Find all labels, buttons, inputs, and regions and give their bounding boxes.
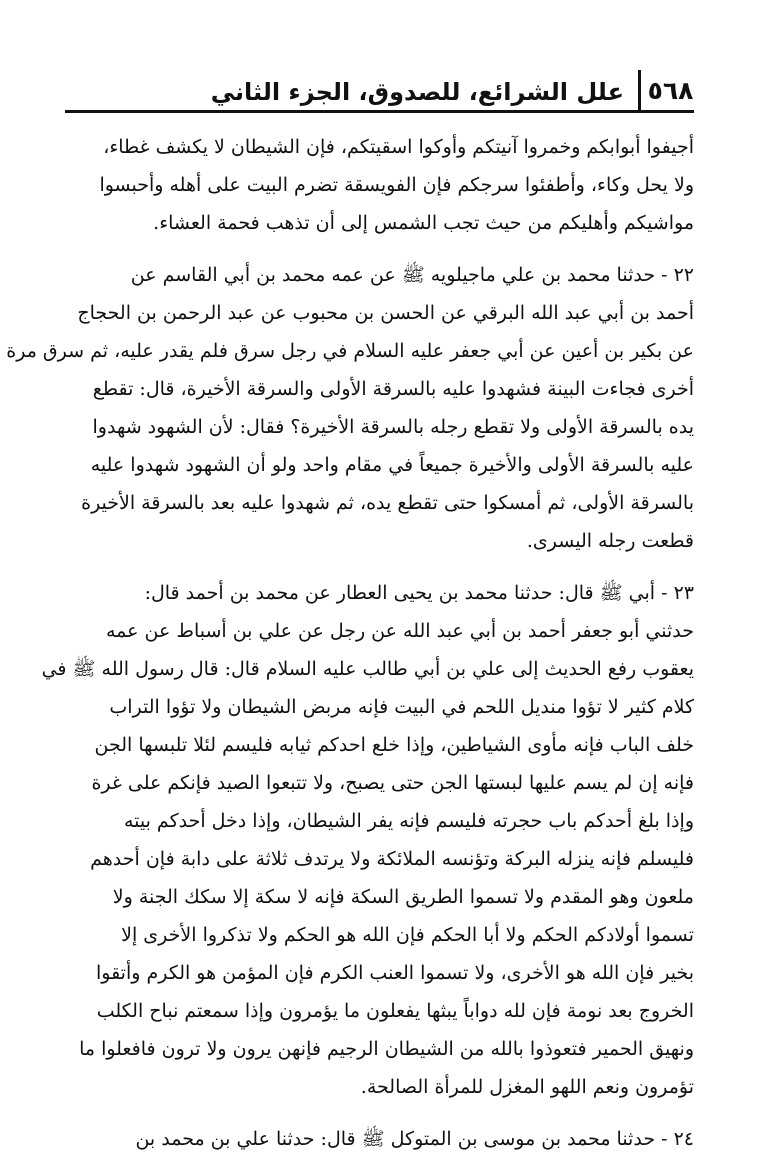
text-line: يده بالسرقة الأولى ولا تقطع رجله بالسرقة الأخيرة؟ فقال: لأن الشهود شهدوا [92, 416, 694, 438]
text-line: عليه بالسرقة الأولى والأخيرة جميعاً في مقام واحد ولو أن الشهود شهدوا عليه [90, 454, 694, 476]
page-number: ٥٦٨ [638, 70, 694, 110]
text-line: ونهيق الحمير فتعوذوا بالله من الشيطان الرجيم فإنهن يرون ولا ترون فافعلوا ما [79, 1038, 694, 1060]
text-line: فليسلم فإنه ينزله البركة وتؤنسه الملائكة ولا يرتدف ثلاثة على دابة فإن أحدهم [90, 848, 694, 870]
page-header [65, 66, 694, 113]
text-line: وإذا بلغ أحدكم باب حجرته فليسم فإنه يفر الشيطان، وإذا دخل أحدكم بيته [123, 810, 694, 832]
text-line: حدثني أبو جعفر أحمد بن أبي عبد الله عن رجل عن علي بن أسباط عن عمه [105, 620, 694, 642]
text-line: بخير فإن الله هو الأخرى، ولا تسموا العنب الكرم فإن المؤمن هو الكرم وأتقوا [95, 962, 694, 984]
text-line: قطعت رجله اليسرى. [526, 530, 694, 552]
text-line: ٢٣ - أبي ﷺ قال: حدثنا محمد بن يحيى العطار عن محمد بن أحمد قال: [144, 582, 694, 604]
text-line: يعقوب رفع الحديث إلى علي بن أبي طالب عليه السلام قال: قال رسول الله ﷺ في [41, 658, 694, 680]
text-line: أحمد بن أبي عبد الله البرقي عن الحسن بن محبوب عن عبد الرحمن بن الحجاج [77, 302, 694, 324]
text-line: الخروج بعد نومة فإن لله دواباً يبثها يفعلون ما يؤمرون وإذا سمعتم نباح الكلب [96, 1000, 694, 1022]
text-line: ٢٤ - حدثنا محمد بن موسى بن المتوكل ﷺ قال: حدثنا علي بن محمد بن [135, 1128, 694, 1150]
text-line: تؤمرون ونعم اللهو المغزل للمرأة الصالحة. [360, 1076, 694, 1098]
text-line: كلام كثير لا تؤوا منديل اللحم في البيت فإنه مربض الشيطان ولا تؤوا التراب [109, 696, 694, 718]
text-line: بالسرقة الأولى، ثم أمسكوا حتى تقطع يده، ثم شهدوا عليه بعد بالسرقة الأخيرة [81, 492, 694, 514]
hadith-22 [6, 256, 694, 560]
text-line: أخرى فجاءت البينة فشهدوا عليه بالسرقة الأولى والسرقة الأخيرة، قال: تقطع [92, 378, 694, 400]
text-line: ٢٢ - حدثنا محمد بن علي ماجيلويه ﷺ عن عمه محمد بن أبي القاسم عن [130, 264, 694, 286]
text-line: تسموا أولادكم الحكم ولا أبا الحكم فإن الله هو الحكم ولا تذكروا الأخرى إلا [121, 924, 694, 946]
hadith-23 [41, 574, 694, 1106]
text-line: فإنه إن لم يسم عليها لبستها الجن حتى يصبح، ولا تتبعوا الصيد فإنكم على غرة [91, 772, 694, 794]
text-line: أجيفوا أبوابكم وخمروا آنيتكم وأوكوا اسقيتكم، فإن الشيطان لا يكشف غطاء، [103, 136, 694, 158]
text-line: مواشيكم وأهليكم من حيث تجب الشمس إلى أن تذهب فحمة العشاء. [153, 212, 694, 234]
text-line: خلف الباب فإنه مأوى الشياطين، وإذا خلع احدكم ثيابه فليسم لئلا تلبسها الجن [94, 734, 694, 756]
hadith-24 [65, 1120, 694, 1158]
body-text [6, 128, 694, 1150]
running-title: علل الشرائع، للصدوق، الجزء الثاني [210, 78, 624, 106]
paragraph-continuation [65, 128, 694, 242]
text-line: ولا يحل وكاء، وأطفئوا سرجكم فإن الفويسقة تضرم البيت على أهله وأحبسوا [99, 174, 694, 196]
text-line: ملعون وهو المقدم ولا تسموا الطريق السكة فإنه لا سكة إلا سكك الجنة ولا [112, 886, 694, 908]
text-line: عن بكير بن أعين عن أبي جعفر عليه السلام في رجل سرق فلم يقدر عليه، ثم سرق مرة [6, 340, 694, 362]
